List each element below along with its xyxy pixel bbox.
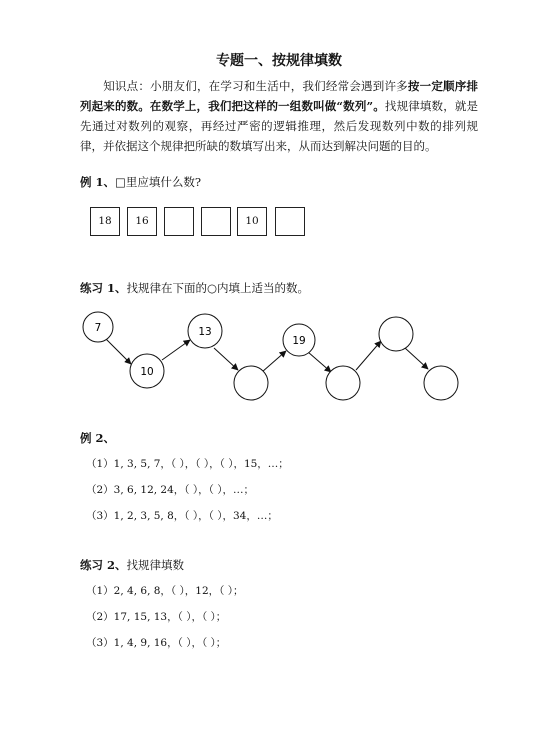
example-1-question: □里应填什么数?: [115, 175, 202, 189]
example-2-line: （1）1, 3, 5, 7，（ ），（ ），（ ），15，…；: [86, 458, 289, 470]
sequence-box: 16: [127, 207, 157, 236]
intro-text-1: 知识点：小朋友们，在学习和生活中，我们经常会遇到许多: [103, 79, 408, 93]
circle-number: 13: [198, 326, 212, 338]
arrow: [308, 352, 331, 372]
practice-1-question: 找规律在下面的○内填上适当的数。: [126, 281, 310, 295]
example-2-line: （2）3, 6, 12, 24，（ ），（ ），…；: [86, 484, 254, 496]
practice-2-line: （1）2, 4, 6, 8，（ ），12，（ ）；: [86, 585, 244, 597]
sequence-box: 18: [90, 207, 120, 236]
example-1-label: 例 1、: [80, 175, 116, 189]
practice-2-question: 找规律填数: [126, 558, 185, 572]
sequence-circle: [326, 366, 360, 400]
page-title: 专题一、按规律填数: [216, 53, 342, 69]
practice-1-label: 练习 1、: [80, 281, 127, 295]
intro-text-2: 找规律填数，就是先通过对数列的观察，再经过严密的逻辑推理，然后发现数列中数的排列规律，并依据这个规律把所缺的数填写出来，从而达到解决问题的目的。: [80, 99, 479, 153]
sequence-circle: [379, 317, 413, 351]
arrow: [162, 340, 190, 360]
arrow: [262, 351, 286, 372]
example-2-label: 例 2、: [80, 431, 116, 445]
sequence-circle: [424, 366, 458, 400]
arrow: [214, 348, 238, 370]
practice-2-line: （2）17, 15, 13，（ ），（ ）；: [86, 611, 227, 623]
circle-number: 19: [292, 335, 306, 347]
circle-number: 10: [140, 366, 154, 378]
practice-2-heading: [80, 557, 184, 573]
practice-2-line: （3）1, 4, 9, 16，（ ），（ ）；: [86, 637, 227, 649]
arrow: [356, 341, 381, 370]
sequence-circle: [234, 366, 268, 400]
sequence-box: 10: [237, 207, 267, 236]
arrow: [106, 339, 131, 364]
circle-number: 7: [94, 322, 102, 334]
example-2-line: （3）1, 2, 3, 5, 8，（ ），（ ），34，…；: [86, 510, 278, 522]
example-2-heading: [80, 430, 115, 446]
practice-2-label: 练习 2、: [80, 558, 127, 572]
arrow: [405, 348, 428, 369]
intro-bold-text: 按一定顺序排列起来的数。在数学上，我们把这样的一组数叫做“数列”。: [80, 79, 478, 113]
